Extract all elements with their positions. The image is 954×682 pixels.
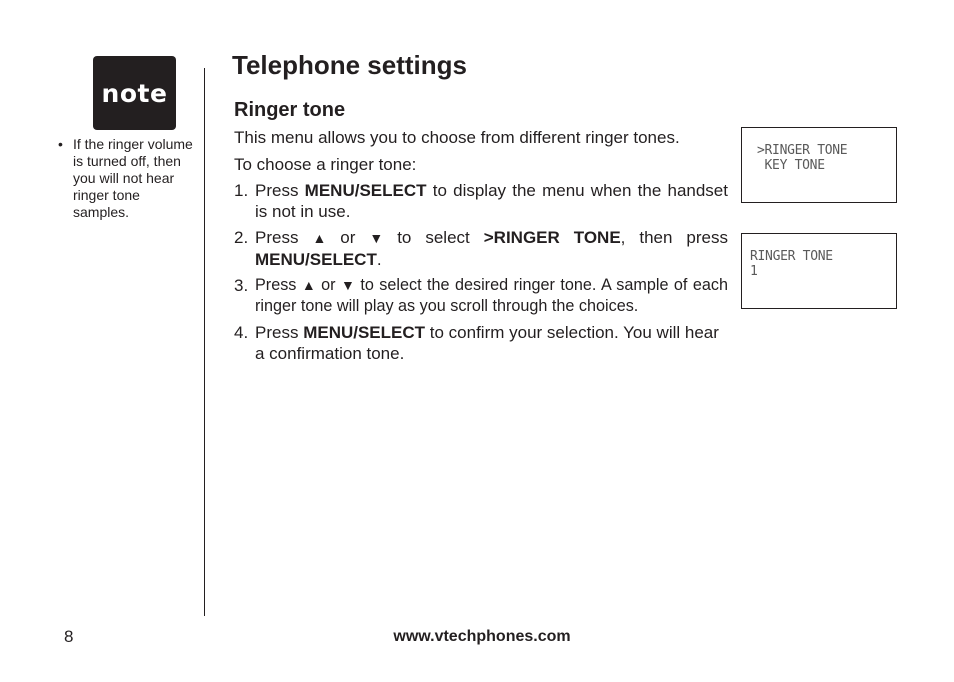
- sidebar-note-text: If the ringer volume is turned off, then you will not hear ringer tone samples.: [73, 136, 193, 220]
- note-badge: [93, 56, 176, 130]
- up-arrow-icon: ▲: [312, 230, 327, 246]
- handset-screen-menu: [741, 127, 897, 203]
- step-text-part: Press: [255, 276, 302, 294]
- choose-text: To choose a ringer tone:: [234, 155, 417, 174]
- step-text-part: Press: [255, 228, 313, 247]
- screen-line-2: 1: [750, 264, 758, 279]
- step-number: 2.: [234, 228, 249, 247]
- up-arrow-icon: ▲: [301, 277, 316, 293]
- step-text-part: to confirm your selection. You will hear a confirmation tone.: [255, 323, 719, 363]
- menu-select-key-label: MENU/SELECT: [304, 181, 427, 200]
- screen-line-1: >RINGER TONE: [757, 143, 848, 158]
- step-item: [234, 180, 728, 222]
- section-heading: Ringer tone: [234, 99, 346, 121]
- step-item: [234, 227, 728, 270]
- steps-list: [234, 180, 728, 364]
- handset-screen-ringer-tone: [741, 233, 897, 309]
- intro-text: This menu allows you to choose from different ringer tones.: [234, 128, 680, 147]
- bullet-icon: •: [58, 136, 63, 152]
- step-text: [255, 180, 728, 222]
- step-item: [234, 275, 728, 317]
- step-text-part: to display the menu when the handset is not in use.: [255, 181, 728, 221]
- page-title: Telephone settings: [232, 50, 467, 80]
- step-text-part: , then press: [620, 228, 728, 247]
- menu-select-key-label: MENU/SELECT: [255, 250, 377, 269]
- step-text-part: to select: [383, 228, 484, 247]
- screen-line-1: RINGER TONE: [750, 249, 833, 264]
- menu-select-key-label: MENU/SELECT: [303, 323, 426, 342]
- step-text: [255, 322, 728, 364]
- step-text-part: or: [315, 276, 342, 294]
- screen-line-2: KEY TONE: [757, 158, 825, 173]
- step-text-part: Press: [255, 323, 304, 342]
- step-text-part: .: [376, 250, 382, 269]
- step-item: [234, 322, 728, 364]
- sidebar-note: [58, 136, 198, 221]
- ringer-tone-option-label: >RINGER TONE: [483, 228, 621, 247]
- note-badge-label: note: [101, 78, 168, 108]
- down-arrow-icon: ▼: [341, 277, 355, 293]
- step-number: 3.: [234, 276, 249, 295]
- page-number: 8: [64, 627, 74, 646]
- step-number: 1.: [234, 181, 249, 200]
- step-text: [255, 227, 728, 270]
- step-text: [255, 275, 728, 317]
- step-text-part: or: [326, 228, 370, 247]
- step-text-part: Press: [255, 181, 305, 200]
- down-arrow-icon: ▼: [369, 230, 384, 246]
- step-text-part: to select the desired ringer tone. A sample of each ringer tone will play as you scroll through the choices.: [255, 276, 728, 315]
- footer-url: www.vtechphones.com: [393, 628, 571, 645]
- step-number: 4.: [234, 323, 249, 342]
- column-divider: [204, 68, 205, 616]
